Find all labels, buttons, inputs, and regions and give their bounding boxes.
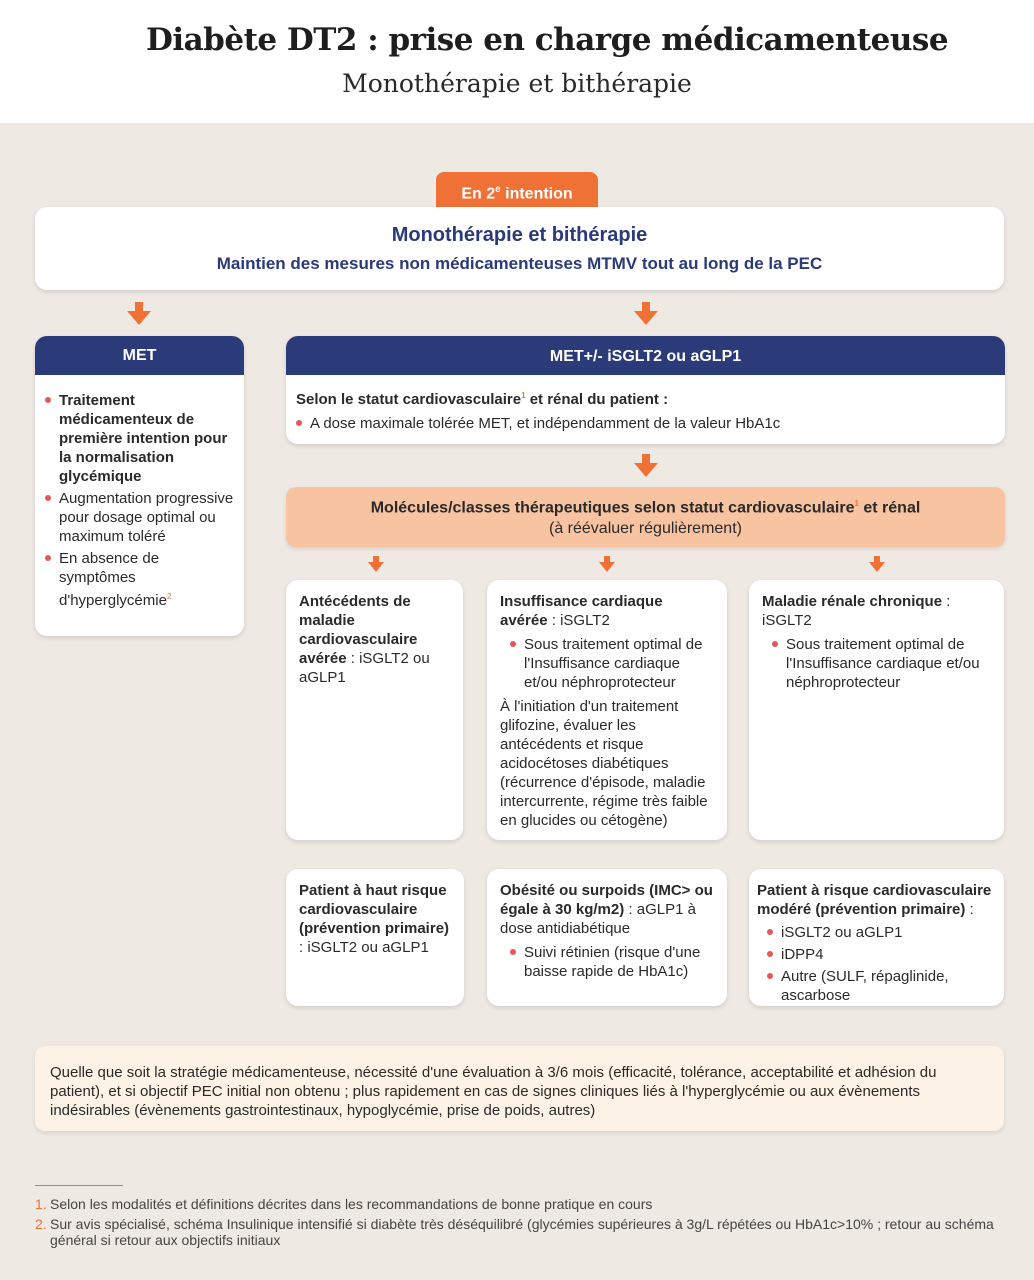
footnote-divider [35,1185,123,1186]
footnote: 1. Selon les modalités et définitions décrites dans les recommandations de bonne pratique en cours [35,1196,653,1212]
therapy-title: Monothérapie et bithérapie [391,224,648,246]
molecules-title: Molécules/classes thérapeutiques selon statut cardiovasculaire$^1$ et rénal [370,499,921,517]
box-haut-risque: Patient à haut risque cardiovasculaire (prévention primaire) : iSGLT2 ou aGLP1 [286,869,464,1006]
footnote: 2. Sur avis spécialisé, schéma Insulinique intensifié si diabète très déséquilibré (glycémies supérieures à 3g/L répétées ou HbA1c>10% ; retour au schéma général si retour aux objectifs initiaux [35,1216,994,1248]
list-item: A dose maximale tolérée MET, et indépendamment de la valeur HbA1c [286,414,986,433]
list-item: iDPP4 [757,945,1000,964]
list-item: Augmentation progressive pour dosage optimal ou maximum toléré [35,489,235,546]
bitherapy-card [286,336,1005,444]
molecules-box [286,487,1005,547]
met-header: MET [35,336,244,375]
status-line: Selon le statut cardiovasculaire$^1$ et rénal du patient : [296,391,669,408]
note-text: Quelle que soit la stratégie médicamenteuse, nécessité d'une évaluation à 3/6 mois (efficacité, tolérance, acceptabilité et adhésion du patient), et si objectif PEC initial non obtenu ; plus rapidement en cas de signes cliniques liés à l'hyperglycémie ou aux évènements indésirables (évènements gastrointestinaux, hypoglycémie, prise de poids, autres) [50,1064,937,1119]
box-maladie-renale: Maladie rénale chronique : iSGLT2 Sous traitement optimal de l'Insuffisance cardiaque et/ou néphroprotecteur [749,580,1004,840]
list-item: Sous traitement optimal de l'Insuffisance cardiaque et/ou néphroprotecteur [762,635,994,692]
list-item: iSGLT2 ou aGLP1 [757,923,1000,942]
box-insuffisance-cardiaque: Insuffisance cardiaque avérée : iSGLT2 Sous traitement optimal de l'Insuffisance cardiaque et/ou néphroprotecteur À l'initiation d'un traitement glifozine, évaluer les antécédents et risque acidocétoses diabétiques (récurrence d'épisode, maladie intercurrente, régime très faible en glucides ou cétogène) [487,580,727,840]
list-item: Sous traitement optimal de l'Insuffisance cardiaque et/ou néphroprotecteur [500,635,717,692]
molecules-subtitle: (à réévaluer régulièrement) [549,520,742,538]
intention-tab: En 2e intention [436,172,598,208]
bitherapy-header: MET+/- iSGLT2 ou aGLP1 [286,336,1005,375]
therapy-subtitle: Maintien des mesures non médicamenteuses MTMV tout au long de la PEC [216,254,823,273]
list-item: Traitement médicamenteux de première intention pour la normalisation glycémique [35,391,235,486]
header [0,0,1034,123]
met-list [35,391,235,613]
met-card [35,336,244,636]
page-subtitle: Monothérapie et bithérapie [342,69,692,98]
box-obesite: Obésité ou surpoids (IMC> ou égale à 30 kg/m2) : aGLP1 à dose antidiabétique Suivi rétinien (risque d'une baisse rapide de HbA1c) [487,869,727,1006]
evaluation-note [35,1046,1004,1131]
page-title: Diabète DT2 : prise en charge médicamenteuse [145,22,949,58]
ic-note: À l'initiation d'un traitement glifozine, évaluer les antécédents et risque acidocétoses diabétiques (récurrence d'épisode, maladie intercurrente, régime très faible en glucides ou cétogène) [500,698,708,829]
box-risque-modere: Patient à risque cardiovasculaire modéré (prévention primaire) : iSGLT2 ou aGLP1 iDPP4 Autre (SULF, répaglinide, ascarbose [749,869,1004,1006]
list-item: Autre (SULF, répaglinide, ascarbose [757,967,1000,1005]
list-item: Suivi rétinien (risque d'une baisse rapide de HbA1c) [500,943,717,981]
therapy-title-box [35,207,1004,290]
list-item: En absence de symptômes d'hyperglycémie$^2$ [35,549,235,610]
box-antecedents: Antécédents de maladie cardiovasculaire avérée : iSGLT2 ou aGLP1 [286,580,463,840]
